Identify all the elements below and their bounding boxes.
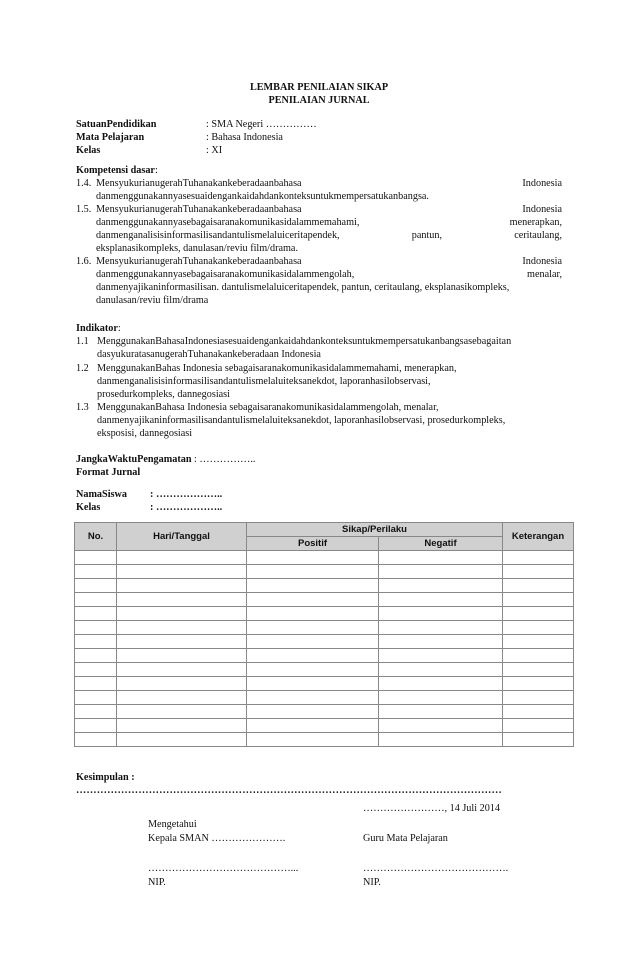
table-cell[interactable] xyxy=(503,649,574,663)
identity-value-class: : XI xyxy=(206,145,223,156)
table-cell[interactable] xyxy=(75,607,117,621)
table-row xyxy=(75,649,574,663)
table-row xyxy=(75,551,574,565)
table-cell[interactable] xyxy=(75,719,117,733)
table-cell[interactable] xyxy=(379,705,503,719)
table-cell[interactable] xyxy=(75,649,117,663)
header-negatif: Negatif xyxy=(379,537,503,551)
table-cell[interactable] xyxy=(117,677,247,691)
table-cell[interactable] xyxy=(503,733,574,747)
signature-date: ……………………, 14 Juli 2014 xyxy=(363,803,500,814)
table-row xyxy=(75,565,574,579)
table-cell[interactable] xyxy=(379,733,503,747)
table-row xyxy=(75,607,574,621)
table-cell[interactable] xyxy=(503,635,574,649)
table-cell[interactable] xyxy=(379,663,503,677)
table-cell[interactable] xyxy=(247,691,379,705)
table-row xyxy=(75,733,574,747)
table-cell[interactable] xyxy=(247,593,379,607)
table-cell[interactable] xyxy=(75,635,117,649)
table-cell[interactable] xyxy=(247,705,379,719)
kd-3-number: 1.6. xyxy=(76,256,92,267)
table-row xyxy=(75,635,574,649)
ind-1-number: 1.1 xyxy=(76,336,89,347)
header-sikap: Sikap/Perilaku xyxy=(247,523,503,537)
table-cell[interactable] xyxy=(247,663,379,677)
identity-label-class: Kelas xyxy=(76,145,101,156)
indikator-heading: Indikator: xyxy=(76,323,121,334)
header-no: No. xyxy=(75,523,117,551)
table-cell[interactable] xyxy=(503,663,574,677)
table-cell[interactable] xyxy=(75,565,117,579)
mengetahui-label: Mengetahui xyxy=(148,819,197,830)
table-cell[interactable] xyxy=(379,635,503,649)
kepala-sekolah-title: Kepala SMAN …………………. xyxy=(148,833,286,844)
table-cell[interactable] xyxy=(117,593,247,607)
guru-title: Guru Mata Pelajaran xyxy=(363,833,448,844)
table-row xyxy=(75,719,574,733)
header-positif: Positif xyxy=(247,537,379,551)
kd-3-line-3: danmenyajikaninformasilisan. dantulismelaluiceritapendek, pantun, ceritaulang, eksplanasikompleks, xyxy=(96,282,510,293)
guru-nip: NIP. xyxy=(363,877,381,888)
table-cell[interactable] xyxy=(247,649,379,663)
ind-1-line-2: dasyukuratasanugerahTuhanakankeberadaan Indonesia xyxy=(97,349,321,360)
table-row xyxy=(75,593,574,607)
identity-value-school: : SMA Negeri …………… xyxy=(206,119,317,130)
table-cell[interactable] xyxy=(117,663,247,677)
table-cell[interactable] xyxy=(75,593,117,607)
kd-2-line-1: MensyukurianugerahTuhanakankeberadaanbahasa Indonesia xyxy=(96,204,562,215)
kd-3-line-2: danmenggunakannyasebagaisaranakomunikasidalammengolah, menalar, xyxy=(96,269,562,280)
table-cell[interactable] xyxy=(503,719,574,733)
table-row xyxy=(75,579,574,593)
table-cell[interactable] xyxy=(75,705,117,719)
nama-siswa-label: NamaSiswa xyxy=(76,489,127,500)
table-cell[interactable] xyxy=(247,719,379,733)
table-cell[interactable] xyxy=(379,607,503,621)
kesimpulan-line: …………………………………………………………………………………………………………… xyxy=(76,785,502,796)
format-jurnal-label: Format Jurnal xyxy=(76,467,141,478)
table-row xyxy=(75,663,574,677)
ind-2-line-3: prosedurkompleks, dannegosiasi xyxy=(97,389,230,400)
table-cell[interactable] xyxy=(117,649,247,663)
table-cell[interactable] xyxy=(117,607,247,621)
kd-1-line-1: MensyukurianugerahTuhanakankeberadaanbahasa Indonesia xyxy=(96,178,562,189)
kelas-siswa-label: Kelas xyxy=(76,502,101,513)
kepala-sekolah-nip: NIP. xyxy=(148,877,166,888)
ind-3-line-1: MenggunakanBahasa Indonesia sebagaisaranakomunikasidalammengolah, menalar, xyxy=(97,402,439,413)
kelas-siswa-value: : ……………….. xyxy=(150,502,223,513)
journal-table-body xyxy=(75,551,574,747)
kd-2-line-2: danmenggunakannyasebagaisaranakomunikasidalammemahami, menerapkan, xyxy=(96,217,562,228)
kd-2-number: 1.5. xyxy=(76,204,92,215)
table-cell[interactable] xyxy=(117,705,247,719)
kesimpulan-label: Kesimpulan : xyxy=(76,772,135,783)
table-cell[interactable] xyxy=(379,565,503,579)
table-cell[interactable] xyxy=(75,733,117,747)
table-cell[interactable] xyxy=(75,677,117,691)
table-cell[interactable] xyxy=(247,551,379,565)
kd-2-line-4: eksplanasikompleks, danulasan/reviu film/drama. xyxy=(96,243,298,254)
identity-value-subject: : Bahasa Indonesia xyxy=(206,132,283,143)
table-cell[interactable] xyxy=(247,677,379,691)
jangka-waktu: JangkaWaktuPengamatan : …………….. xyxy=(76,454,256,465)
table-cell[interactable] xyxy=(379,719,503,733)
ind-3-line-3: eksposisi, dannegosiasi xyxy=(97,428,193,439)
guru-signature-line: ……………………………………. xyxy=(363,863,509,874)
table-cell[interactable] xyxy=(247,635,379,649)
table-cell[interactable] xyxy=(247,579,379,593)
table-cell[interactable] xyxy=(247,733,379,747)
table-cell[interactable] xyxy=(503,579,574,593)
table-cell[interactable] xyxy=(503,551,574,565)
kepala-sekolah-signature-line: ……………………………………... xyxy=(148,863,299,874)
table-cell[interactable] xyxy=(117,579,247,593)
kd-3-line-1: MensyukurianugerahTuhanakankeberadaanbahasa Indonesia xyxy=(96,256,562,267)
header-date: Hari/Tanggal xyxy=(117,523,247,551)
table-cell[interactable] xyxy=(117,551,247,565)
kompetensi-heading: Kompetensi dasar: xyxy=(76,165,158,176)
table-cell[interactable] xyxy=(117,621,247,635)
kd-1-line-2: danmenggunakannyasesuaidengankaidahdankonteksuntukmempersatukanbangsa. xyxy=(96,191,429,202)
table-cell[interactable] xyxy=(379,593,503,607)
table-cell[interactable] xyxy=(379,579,503,593)
table-cell[interactable] xyxy=(75,579,117,593)
table-cell[interactable] xyxy=(379,649,503,663)
ind-3-line-2: danmenyajikaninformasilisandantulismelaluiteksanekdot, laporanhasilobservasi, prosedurkompleks, xyxy=(97,415,506,426)
kd-3-line-4: danulasan/reviu film/drama xyxy=(96,295,209,306)
table-cell[interactable] xyxy=(503,565,574,579)
header-keterangan: Keterangan xyxy=(503,523,574,551)
journal-table xyxy=(74,522,574,747)
ind-3-number: 1.3 xyxy=(76,402,89,413)
table-cell[interactable] xyxy=(75,663,117,677)
table-cell[interactable] xyxy=(379,677,503,691)
table-cell[interactable] xyxy=(503,691,574,705)
table-cell[interactable] xyxy=(503,607,574,621)
table-cell[interactable] xyxy=(75,691,117,705)
table-cell[interactable] xyxy=(117,719,247,733)
kd-1-number: 1.4. xyxy=(76,178,92,189)
table-cell[interactable] xyxy=(117,733,247,747)
table-row xyxy=(75,691,574,705)
ind-2-line-1: MenggunakanBahas Indonesia sebagaisaranakomunikasidalammemahami, menerapkan, xyxy=(97,363,457,374)
table-row xyxy=(75,621,574,635)
table-cell[interactable] xyxy=(379,621,503,635)
table-cell[interactable] xyxy=(117,691,247,705)
table-cell[interactable] xyxy=(503,705,574,719)
identity-label-subject: Mata Pelajaran xyxy=(76,132,145,143)
page-subtitle: PENILAIAN JURNAL xyxy=(268,95,370,106)
table-cell[interactable] xyxy=(503,593,574,607)
table-row xyxy=(75,705,574,719)
table-cell[interactable] xyxy=(379,691,503,705)
kd-2-line-3: danmenganalisisinformasilisandantulismelaluiceritapendek, pantun, ceritaulang, xyxy=(96,230,562,241)
ind-2-line-2: danmenganalisisinformasilisandantulismelaluiteksanekdot, laporanhasilobservasi, xyxy=(97,376,431,387)
table-cell[interactable] xyxy=(117,565,247,579)
table-cell[interactable] xyxy=(379,551,503,565)
table-cell[interactable] xyxy=(75,551,117,565)
table-cell[interactable] xyxy=(503,621,574,635)
table-cell[interactable] xyxy=(247,621,379,635)
table-cell[interactable] xyxy=(247,607,379,621)
identity-label-school: SatuanPendidikan xyxy=(76,119,157,130)
table-cell[interactable] xyxy=(117,635,247,649)
table-cell[interactable] xyxy=(75,621,117,635)
page-title: LEMBAR PENILAIAN SIKAP xyxy=(249,82,389,93)
table-cell[interactable] xyxy=(247,565,379,579)
ind-2-number: 1.2 xyxy=(76,363,89,374)
table-cell[interactable] xyxy=(503,677,574,691)
table-row xyxy=(75,677,574,691)
nama-siswa-value: : ……………….. xyxy=(150,489,223,500)
ind-1-line-1: MenggunakanBahasaIndonesiasesuaidengankaidahdankonteksuntukmempersatukanbangsasebagaitan xyxy=(97,336,512,347)
